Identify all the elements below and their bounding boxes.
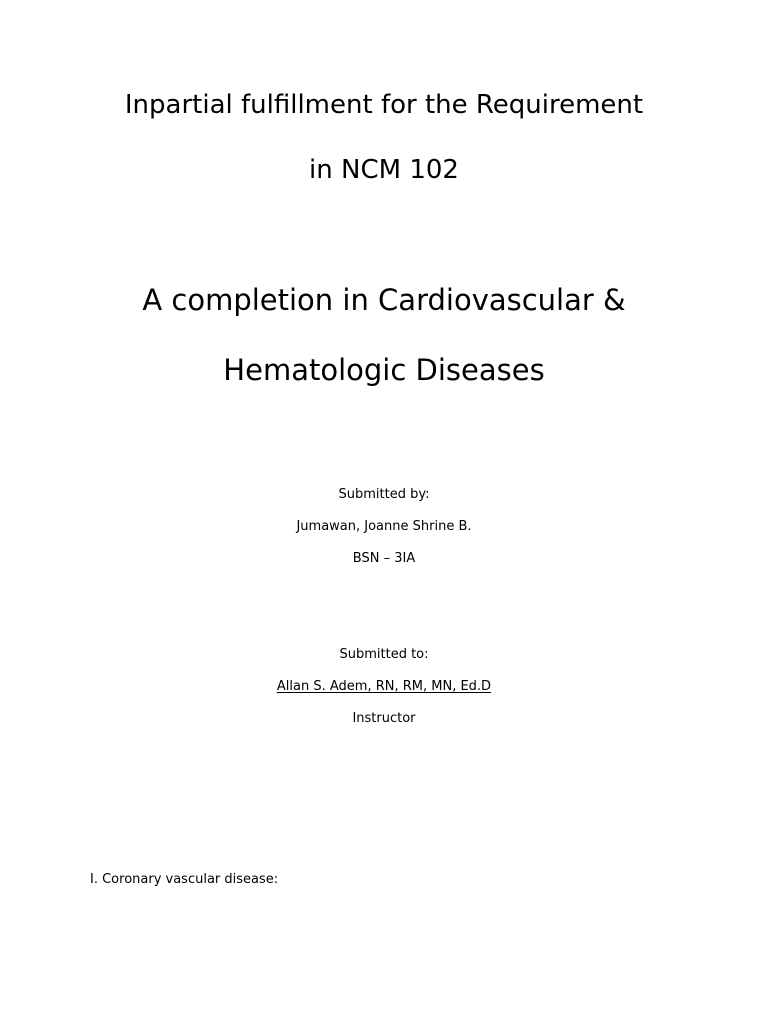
instructor-name: Allan S. Adem, RN, RM, MN, Ed.D bbox=[276, 679, 492, 694]
instructor-role: Instructor bbox=[352, 711, 416, 726]
section-heading-coronary: I. Coronary vascular disease: bbox=[90, 872, 279, 887]
title-line-2: Hematologic Diseases bbox=[223, 353, 545, 387]
submitted-by-label: Submitted by: bbox=[338, 487, 430, 502]
title-line-1: A completion in Cardiovascular & bbox=[142, 283, 626, 317]
requirement-line-2: in NCM 102 bbox=[309, 155, 459, 185]
submitted-to-label: Submitted to: bbox=[339, 647, 429, 662]
requirement-line-1: Inpartial fulfillment for the Requirement bbox=[124, 90, 644, 120]
student-section: BSN – 3IA bbox=[352, 551, 416, 566]
instructor-name-row bbox=[0, 678, 768, 696]
student-name: Jumawan, Joanne Shrine B. bbox=[296, 519, 472, 534]
